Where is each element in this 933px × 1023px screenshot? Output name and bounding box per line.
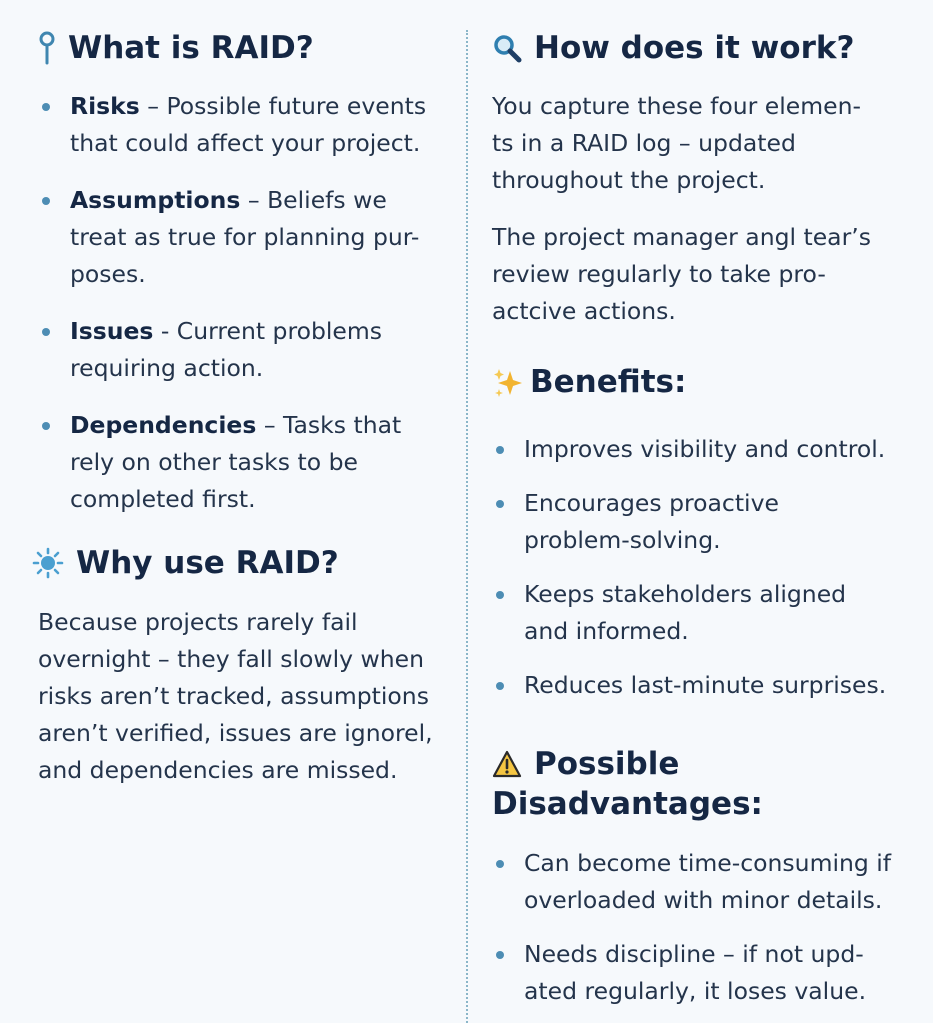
list-item (492, 485, 917, 559)
separator: – (240, 186, 268, 214)
benefit-line: and informed. (524, 617, 689, 645)
disadvantage-line: ated regularly, it loses value. (524, 977, 867, 1005)
raid-definitions-list (38, 88, 458, 518)
paragraph-line: throughout the project. (492, 166, 766, 194)
magnifier-icon (492, 33, 522, 63)
disadvantage-line: Needs discipline – if not upd- (524, 940, 864, 968)
paragraph-line: ts in a RAID log – updated (492, 129, 796, 157)
bullet (496, 860, 504, 868)
disadvantages-list (492, 845, 917, 1010)
disadvantage-line: Can become time-consuming if (524, 849, 892, 877)
column-divider (466, 30, 468, 1023)
benefit-line: Improves visibility and control. (524, 435, 886, 463)
list-item (38, 182, 458, 293)
separator: – (139, 92, 167, 120)
how-paragraph-2 (492, 219, 917, 330)
paragraph-line: You capture these four elemen- (492, 92, 861, 120)
definition-line: that could affect your project. (70, 129, 421, 157)
paragraph-line: overnight – they fall slowly when (38, 645, 425, 673)
disadvantages-heading-line-1 (492, 744, 763, 784)
separator: – (256, 411, 284, 439)
warning-icon (492, 750, 522, 778)
list-item (492, 667, 917, 704)
definition-line: completed first. (70, 485, 256, 513)
sparkles-icon (492, 365, 526, 399)
paragraph-line: risks aren’t tracked, assumptions (38, 682, 429, 710)
list-item (492, 936, 917, 1010)
paragraph-line: review regularly to take pro- (492, 260, 826, 288)
definition-line: Possible future events (166, 92, 427, 120)
bullet (42, 103, 50, 111)
list-item (38, 407, 458, 518)
benefit-line: Keeps stakeholders aligned (524, 580, 847, 608)
definition-line: treat as true for planning pur- (70, 223, 420, 251)
how-does-it-work-heading (492, 28, 855, 68)
disadvantages-heading (492, 744, 763, 825)
list-item (38, 88, 458, 162)
how-paragraph-1 (492, 88, 917, 199)
definition-line: Tasks that (283, 411, 402, 439)
paragraph-line: and dependencies are missed. (38, 756, 398, 784)
term-issues: Issues (70, 317, 154, 345)
bullet (496, 500, 504, 508)
what-is-raid-title: What is RAID? (68, 30, 314, 66)
list-item (492, 576, 917, 650)
benefit-line: problem-solving. (524, 526, 721, 554)
bullet (42, 197, 50, 205)
paragraph-line: The project manager angl tear’s (492, 223, 871, 251)
disadvantage-line: overloaded with minor details. (524, 886, 883, 914)
disadvantages-title-line-1: Possible (534, 746, 680, 782)
term-assumptions: Assumptions (70, 186, 241, 214)
list-item (492, 845, 917, 919)
benefit-line: Encourages proactive (524, 489, 779, 517)
benefits-list (492, 431, 917, 704)
list-item (38, 313, 458, 387)
definition-line: rely on other tasks to be (70, 448, 358, 476)
why-paragraph (38, 604, 468, 789)
disadvantages-title-line-2: Disadvantages: (492, 786, 763, 823)
why-use-raid-heading (32, 543, 339, 583)
definition-line: poses. (70, 260, 146, 288)
bulb-icon (32, 547, 64, 579)
paragraph-line: Because projects rarely fail (38, 608, 358, 636)
how-does-it-work-title: How does it work? (534, 30, 855, 66)
why-use-raid-title: Why use RAID? (76, 545, 339, 581)
pin-icon (38, 31, 56, 65)
bullet (496, 446, 504, 454)
term-dependencies: Dependencies (70, 411, 257, 439)
list-item (492, 431, 917, 468)
definition-line: Beliefs we (267, 186, 387, 214)
separator: - (153, 317, 177, 345)
bullet (496, 951, 504, 959)
bullet (42, 328, 50, 336)
bullet (42, 422, 50, 430)
benefit-line: Reduces last-minute surprises. (524, 671, 887, 699)
term-risks: Risks (70, 92, 140, 120)
what-is-raid-heading (38, 28, 314, 68)
benefits-heading (492, 362, 686, 402)
bullet (496, 682, 504, 690)
bullet (496, 591, 504, 599)
paragraph-line: actcive actions. (492, 297, 676, 325)
benefits-title: Benefits: (530, 364, 687, 400)
definition-line: requiring action. (70, 354, 264, 382)
definition-line: Current problems (176, 317, 383, 345)
disadvantages-heading-line-2 (492, 784, 763, 824)
paragraph-line: aren’t verified, issues are ignorel, (38, 719, 433, 747)
